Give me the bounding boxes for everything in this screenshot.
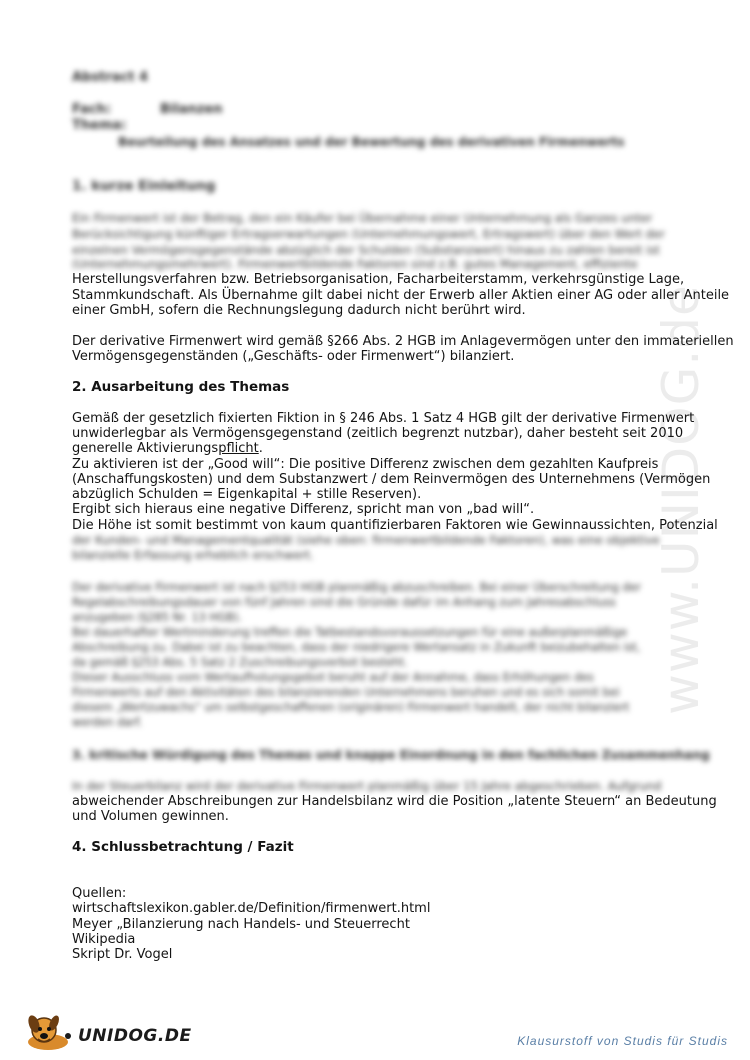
pflicht-text: pflicht <box>218 441 259 456</box>
section-1-line: Herstellungsverfahren bzw. Betriebsorganisation, Facharbeiterstamm, verkehrsgünstige Lage, <box>72 272 685 287</box>
source-item: Meyer „Bilanzierung nach Handels- und Steuerrecht <box>72 917 410 932</box>
section-2-line-aktivierungspflicht <box>72 441 263 457</box>
thema-value: Beurteilung des Ansatzes und der Bewertung des derivativen Firmenwerts <box>118 135 625 149</box>
abstract-label: Abstract 4 <box>72 70 148 85</box>
section-4-heading: 4. Schlussbetrachtung / Fazit <box>72 839 294 855</box>
period-text: . <box>258 441 263 456</box>
fach-value: Bilanzen <box>160 102 223 117</box>
section-2-line: Ergibt sich hieraus eine negative Differenz, spricht man von „bad will“. <box>72 502 535 517</box>
section-2-blurred-para-line: anzugeben (§285 Nr. 13 HGB). <box>72 611 242 624</box>
section-2-blurred-para-line: Regelabschreibungsdauer von fünf Jahren sind die Gründe dafür im Anhang zum Jahresabschluss <box>72 596 616 609</box>
section-2-blurred-para-line: diesem „Wertzuwachs“ um selbstgeschaffenen (originären) Firmenwert handelt, der nicht bilanziert <box>72 701 630 714</box>
section-1-para2-line: Der derivative Firmenwert wird gemäß §266 Abs. 2 HGB im Anlagevermögen unter den immateriellen <box>72 334 734 349</box>
thema-label: Thema: <box>72 118 127 133</box>
section-2-blurred-line: der Kunden- und Managementqualität (siehe oben: firmenwertbildende Faktoren), was eine objektive <box>72 533 660 547</box>
source-item: Wikipedia <box>72 932 136 947</box>
section-2-blurred-para-line: Dieser Ausschluss vom Wertaufholungsgebot beruht auf der Annahme, dass Erhöhungen des <box>72 671 594 684</box>
section-1-line: einer GmbH, sofern die Rechnungslegung dadurch nicht berührt wird. <box>72 303 526 318</box>
sources-label: Quellen: <box>72 886 127 901</box>
section-3-line: und Volumen gewinnen. <box>72 809 229 824</box>
footer-tagline: Klausurstoff von Studis für Studis <box>517 1034 728 1048</box>
section-1-blurred-line: Ein Firmenwert ist der Betrag, den ein Käufer bei Übernahme einer Unternehmung als Ganzes unter <box>72 211 653 225</box>
section-2-blurred-para-line: werden darf. <box>72 716 143 729</box>
section-2-blurred-para-line: Bei dauerhafter Wertminderung treffen die Tatbestandsvoraussetzungen für eine außerplanmäßige <box>72 626 628 639</box>
section-1-line: Stammkundschaft. Als Übernahme gilt dabei nicht der Erwerb aller Aktien einer AG oder aller Anteile <box>72 288 730 303</box>
section-1-para2-line: Vermögensgegenständen („Geschäfts- oder Firmenwert“) bilanziert. <box>72 349 515 364</box>
aktivierungs-text: generelle Aktivierungs <box>72 441 219 456</box>
section-2-heading: 2. Ausarbeitung des Themas <box>72 379 290 395</box>
section-2-blurred-line: bilanzielle Erfassung erheblich erschwert. <box>72 548 314 562</box>
source-item: wirtschaftslexikon.gabler.de/Definition/firmenwert.html <box>72 901 431 916</box>
section-2-line: unwiderlegbar als Vermögensgegenstand (zeitlich begrenzt nutzbar), daher besteht seit 2010 <box>72 426 684 441</box>
section-2-blurred-para-line: Firmenwerts auf den Aktivitäten des bilanzierenden Unternehmens beruhen und es sich somit bei <box>72 686 620 699</box>
section-1-blurred-line: einzelnen Vermögensgegenstände abzüglich der Schulden (Substanzwert) hinaus zu zahlen bereit ist <box>72 243 660 257</box>
section-2-blurred-para-line: Abschreibung zu. Dabei ist zu beachten, dass der niedrigere Wertansatz in Zukunft beizubehalten ist, <box>72 641 641 654</box>
fach-label: Fach: <box>72 102 112 117</box>
source-item: Skript Dr. Vogel <box>72 947 173 962</box>
section-2-line: Gemäß der gesetzlich fixierten Fiktion in § 246 Abs. 1 Satz 4 HGB gilt der derivative Firmenwert <box>72 411 695 426</box>
logo-text: UNIDOG.DE <box>78 1026 192 1046</box>
section-2-line: Die Höhe ist somit bestimmt von kaum quantifizierbaren Faktoren wie Gewinnaussichten, Potenzial <box>72 518 718 533</box>
watermark: www.UNIDOG.de <box>652 284 710 715</box>
section-2-blurred-para-line: da gemäß §253 Abs. 5 Satz 2 Zuschreibungsverbot besteht. <box>72 656 408 669</box>
section-1-blurred-line: (Unternehmungsmehrwert). Firmenwertbildende Faktoren sind z.B. gutes Management, effiziente <box>72 257 638 271</box>
section-3-line: abweichender Abschreibungen zur Handelsbilanz wird die Position „latente Steuern“ an Bedeutung <box>72 794 717 809</box>
section-2-blurred-para-line: Der derivative Firmenwert ist nach §253 HGB planmäßig abzuschreiben. Bei einer Überschreitung der <box>72 581 641 594</box>
section-3-heading: 3. kritische Würdigung des Themas und knappe Einordnung in den fachlichen Zusammenhang <box>72 748 710 762</box>
section-1-heading: 1. kurze Einleitung <box>72 178 216 194</box>
section-2-line: (Anschaffungskosten) und dem Substanzwert / dem Reinvermögen des Unternehmens (Vermögen <box>72 472 711 487</box>
section-1-blurred-line: Berücksichtigung künftiger Ertragserwartungen (Unternehmungswert, Ertragswert) über den Wert der <box>72 227 665 241</box>
dog-icon <box>22 1012 78 1052</box>
section-2-line: Zu aktivieren ist der „Good will“: Die positive Differenz zwischen dem gezahlten Kaufpreis <box>72 457 659 472</box>
section-2-line: abzüglich Schulden = Eigenkapital + stille Reserven). <box>72 487 422 502</box>
unidog-logo <box>22 1012 192 1052</box>
section-3-blurred-line: In der Steuerbilanz wird der derivative Firmenwert planmäßig über 15 Jahre abgeschrieben. Aufgrund <box>72 779 662 793</box>
